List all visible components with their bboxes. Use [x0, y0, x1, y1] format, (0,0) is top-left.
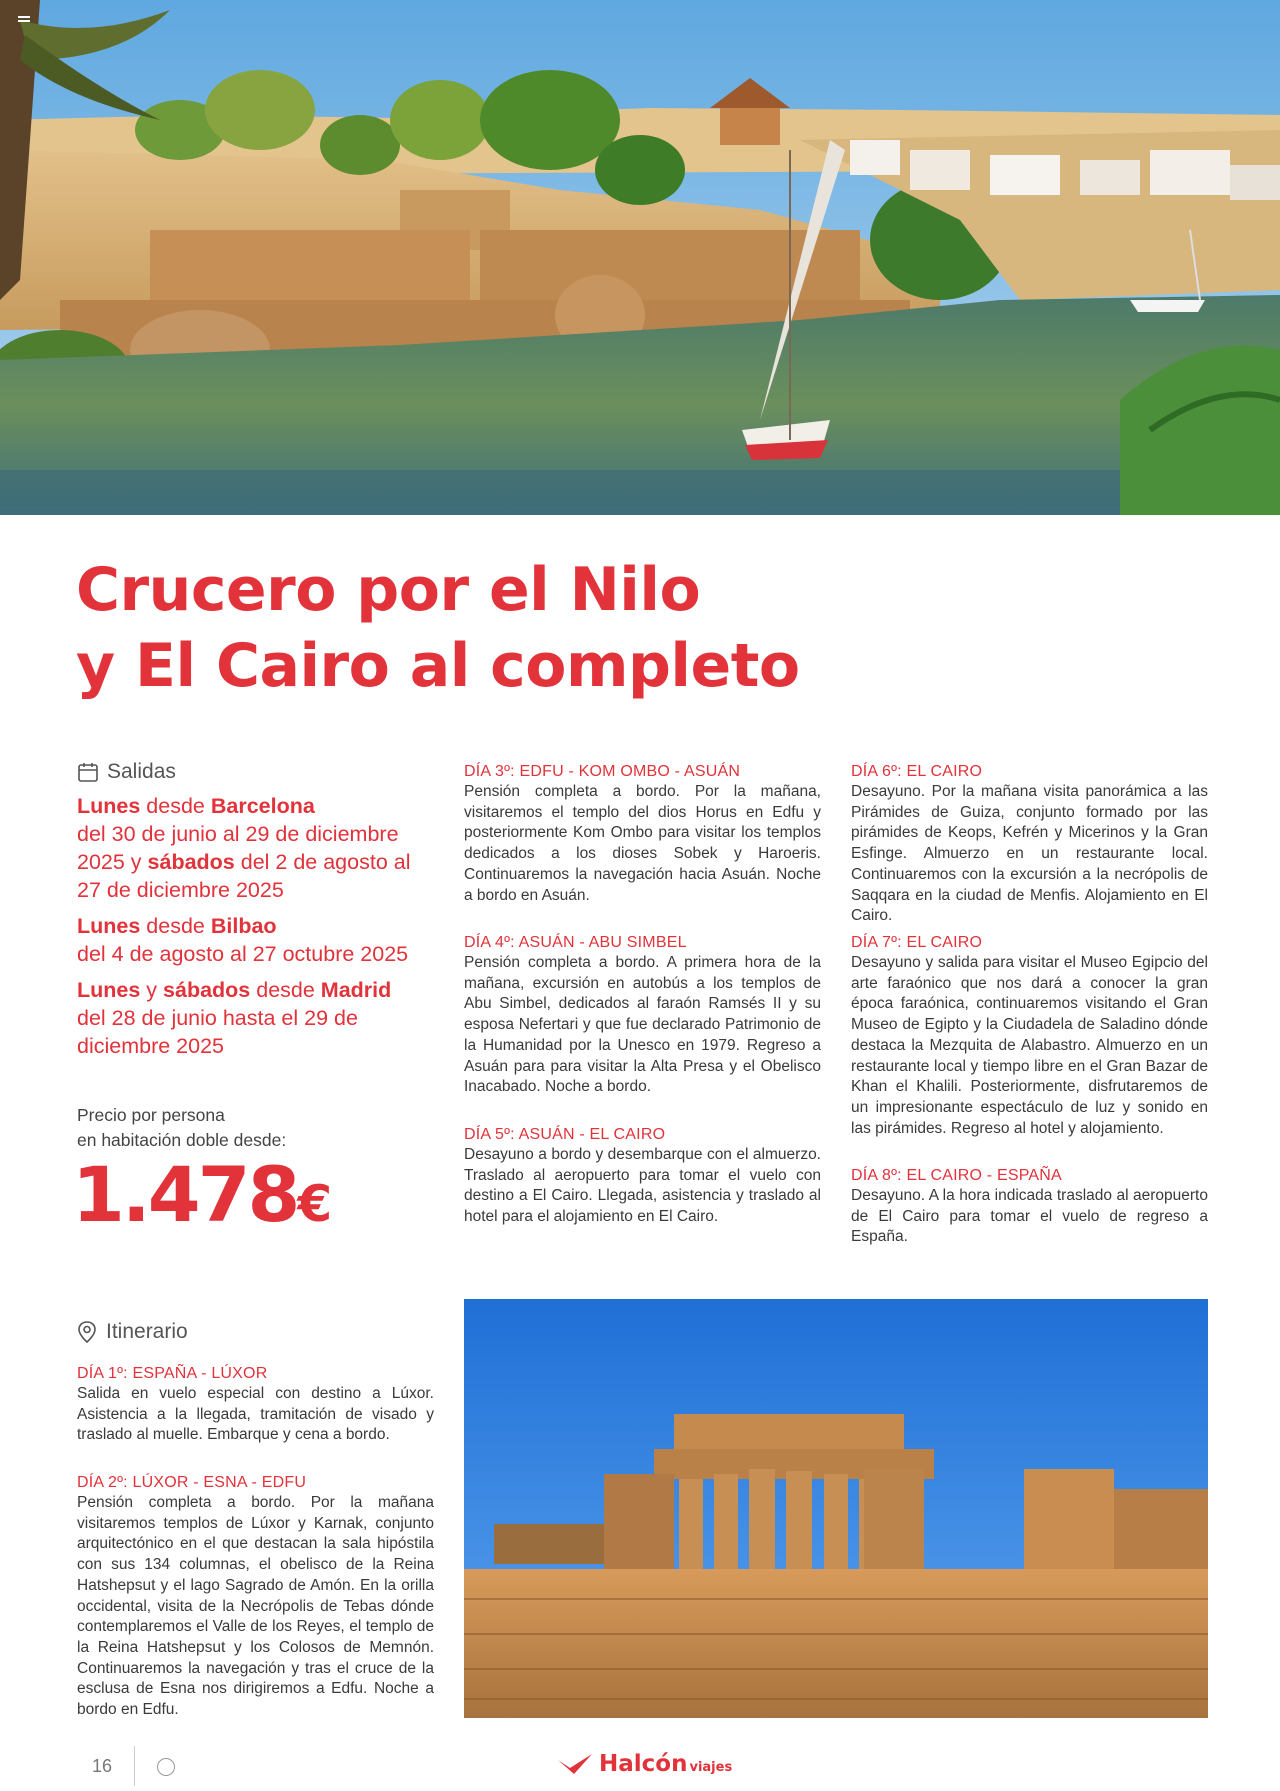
- departure-barcelona: [77, 792, 437, 904]
- salidas-section: [77, 760, 437, 1060]
- price-amount: 1.478: [72, 1150, 298, 1239]
- itinerary-day-1: [77, 1363, 434, 1446]
- day-text: Pensión completa a bordo. A primera hora de la mañana, excursión en autobús a los templos de Abu Simbel, dedicados al faraón Ramsés II y su esposa Nefertari y que fue declarado Patrimonio de la Humanidad por la Unesco en 1979. Regreso a Asuán para para visitar la Alta Presa y el Obelisco Inacabado. Noche a bordo.: [464, 954, 821, 1096]
- departure-day: Lunes: [77, 794, 141, 818]
- title-line-1: Crucero por el Nilo: [76, 555, 701, 625]
- map-pin-icon: [76, 1320, 98, 1344]
- menu-icon: [18, 16, 30, 26]
- day-title: DÍA 4º: ASUÁN - ABU SIMBEL: [464, 934, 687, 951]
- departure-conj: y: [140, 978, 164, 1002]
- itinerario-heading: [76, 1320, 188, 1344]
- departure-city: Barcelona: [210, 794, 315, 818]
- temple-image: [464, 1299, 1208, 1718]
- itinerary-day-3: [464, 761, 821, 906]
- page-title: [76, 552, 976, 704]
- page-number: 16: [92, 1756, 113, 1776]
- day-text: Salida en vuelo especial con destino a Lúxor. Asistencia a la llegada, tramitación de visado y traslado al muelle. Embarque y cena a bordo.: [77, 1385, 434, 1444]
- day-title: DÍA 5º: ASUÁN - EL CAIRO: [464, 1126, 666, 1143]
- halcon-bird-logo: [556, 1752, 596, 1776]
- departure-day-2: sábados: [147, 850, 235, 874]
- brand-name: Halcón: [599, 1751, 688, 1777]
- departure-madrid: [77, 976, 437, 1060]
- salidas-heading: [77, 760, 437, 784]
- price-currency: €: [297, 1175, 333, 1233]
- departure-desde: desde: [140, 794, 211, 818]
- circle-icon: [157, 1758, 175, 1776]
- price-label-line-2: en habitación doble desde:: [77, 1130, 287, 1150]
- itinerary-day-2: [77, 1472, 434, 1721]
- day-text: Desayuno a bordo y desembarque con el almuerzo. Traslado al aeropuerto para tomar el vuelo con destino a El Cairo. Llegada, asistencia y traslado al hotel para el alojamiento en El Cairo.: [464, 1146, 821, 1226]
- itinerary-day-4: [464, 932, 821, 1098]
- hero-image: [0, 0, 1280, 515]
- day-title: DÍA 2º: LÚXOR - ESNA - EDFU: [77, 1474, 307, 1491]
- price-value: [72, 1150, 332, 1249]
- day-text: Pensión completa a bordo. Por la mañana, visitaremos el templo del dios Horus en Edfu y posteriormente Kom Ombo para visitar los templos dedicados a los dioses Sobek y Haroeris. Continuaremos la navegación hacia Asuán. Noche a bordo en Asuán.: [464, 783, 821, 904]
- departure-desde: desde: [250, 978, 321, 1002]
- itinerary-day-6: [851, 761, 1208, 927]
- day-title: DÍA 7º: EL CAIRO: [851, 934, 983, 951]
- departure-bilbao: [77, 912, 437, 968]
- day-title: DÍA 3º: EDFU - KOM OMBO - ASUÁN: [464, 763, 741, 780]
- departure-dates: del 30 de junio al 29 de diciembre 2025 y: [77, 822, 399, 874]
- departure-day: Lunes: [77, 914, 141, 938]
- departure-day-2: sábados: [163, 978, 251, 1002]
- brand-logo: [556, 1751, 732, 1777]
- departure-dates-2: del 2 de agosto al 27 de diciembre 2025: [77, 850, 411, 902]
- itinerary-day-7: [851, 932, 1208, 1139]
- itinerary-day-8: [851, 1165, 1208, 1248]
- footer-divider: [134, 1746, 135, 1786]
- brand-sub: viajes: [689, 1760, 733, 1775]
- departure-desde: desde: [140, 914, 211, 938]
- departure-city: Madrid: [320, 978, 392, 1002]
- day-title: DÍA 8º: EL CAIRO - ESPAÑA: [851, 1167, 1062, 1184]
- price-label-line-1: Precio por persona: [77, 1105, 225, 1125]
- day-text: Desayuno y salida para visitar el Museo Egipcio del arte faraónico que nos dará a conocer la gran época faraónica, continuaremos visitando el Gran Museo de Egipto y la Ciudadela de Saladino dónde destaca la Mezquita de Alabastro. Almuerzo en un restaurante local y tiempo libre en el Gran Bazar de Khan el Khalili. Posteriormente, disfrutaremos de un impresionante espectáculo de luz y sonido en las pirámides. Regreso al hotel y alojamiento.: [851, 954, 1208, 1137]
- day-title: DÍA 1º: ESPAÑA - LÚXOR: [77, 1365, 268, 1382]
- day-text: Pensión completa a bordo. Por la mañana visitaremos templos de Lúxor y Karnak, conjunto arquitectónico en el que destacan la sala hipóstila con sus 134 columnas, el obelisco de la Reina Hatshepsut y el lago Sagrado de Amón. En la orilla occidental, visita de la Necrópolis de Tebas dónde contemplaremos el Valle de los Reyes, el templo de la Reina Hatshepsut y los Colosos de Memnón. Continuaremos la navegación y tras el cruce de la esclusa de Esna nos dirigiremos a Edfu. Noche a bordo en Edfu.: [77, 1494, 434, 1719]
- salidas-label: Salidas: [107, 760, 176, 783]
- day-text: Desayuno. Por la mañana visita panorámica a las Pirámides de Guiza, conjunto formado por las pirámides de Keops, Kefrén y Micerinos y la Gran Esfinge. Almuerzo en un restaurante local. Continuaremos con la excursión a la necrópolis de Saqqara en la ciudad de Menfis. Alojamiento en El Cairo.: [851, 783, 1208, 925]
- departure-day: Lunes: [77, 978, 141, 1002]
- itinerario-label: Itinerario: [106, 1320, 188, 1343]
- calendar-icon: [77, 761, 99, 783]
- itinerary-day-5: [464, 1124, 821, 1228]
- departure-city: Bilbao: [210, 914, 277, 938]
- price-label: [77, 1103, 286, 1153]
- title-line-2: y El Cairo al completo: [76, 631, 800, 701]
- day-text: Desayuno. A la hora indicada traslado al aeropuerto de El Cairo para tomar el vuelo de regreso a España.: [851, 1187, 1208, 1246]
- departure-dates: del 28 de junio hasta el 29 de diciembre 2025: [77, 1006, 358, 1058]
- day-title: DÍA 6º: EL CAIRO: [851, 763, 983, 780]
- departure-dates: del 4 de agosto al 27 octubre 2025: [77, 942, 409, 966]
